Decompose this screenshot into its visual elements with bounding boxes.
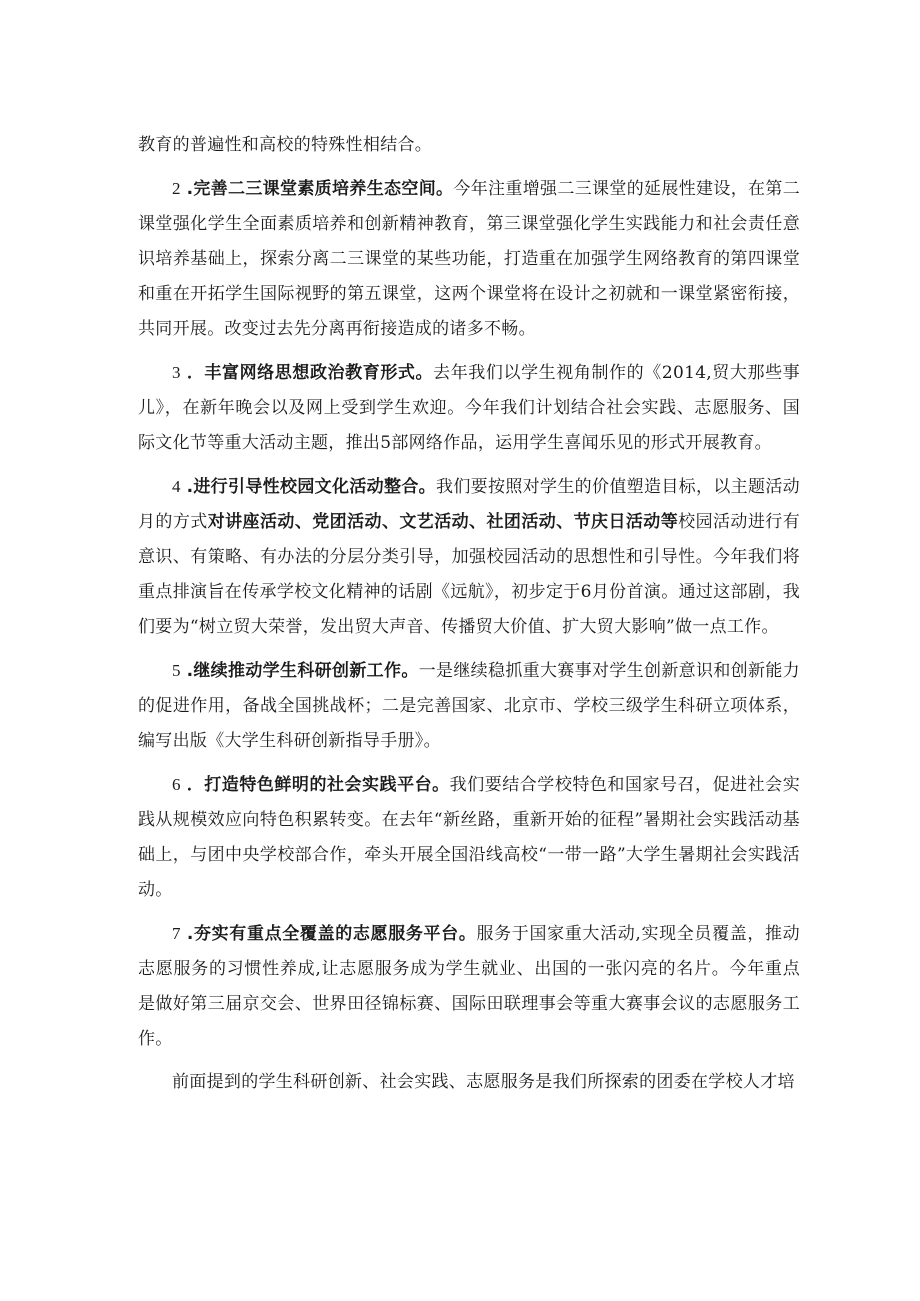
item-7-number: 7 xyxy=(172,924,181,943)
item-7-paragraph xyxy=(138,916,800,1057)
item-6-title: ．打造特色鲜明的社会实践平台。 xyxy=(186,775,450,795)
item-5-paragraph xyxy=(138,653,800,759)
item-7-title: .夯实有重点全覆盖的志愿服务平台。 xyxy=(186,924,477,944)
item-3-body: 去年我们以学生视角制作的《2014,贸大那些事儿》，在新年晚会以及网上受到学生欢迎。今年我们计划结合社会实践、志愿服务、国际文化节等重大活动主题，推出5部网络作品，运用学生喜闻乐见的形式开展教育。 xyxy=(138,363,800,453)
document-page xyxy=(138,128,800,1100)
item-2-body: 今年注重增强二三课堂的延展性建设，在第二课堂强化学生全面素质培养和创新精神教育，第三课堂强化学生实践能力和社会责任意识培养基础上，探索分离二三课堂的某些功能，打造重在加强学生网络教育的第四课堂和重在开拓学生国际视野的第五课堂，这两个课堂将在设计之初就和一课堂紧密衔接，共同开展。改变过去先分离再衔接造成的诸多不畅。 xyxy=(138,179,800,339)
item-4-activity-list: 对讲座活动、党团活动、文艺活动、社团活动、节庆日活动等 xyxy=(207,512,679,532)
item-6-number: 6 xyxy=(172,775,181,794)
item-2-paragraph xyxy=(138,171,800,347)
item-7-body: 服务于国家重大活动,实现全员覆盖，推动志愿服务的习惯性养成,让志愿服务成为学生就业、出国的一张闪亮的名片。今年重点是做好第三届京交会、世界田径锦标赛、国际田联理事会等重大赛事会议的志愿服务工作。 xyxy=(138,924,800,1049)
closing-paragraph xyxy=(138,1065,800,1100)
item-4-title: .进行引导性校园文化活动整合。 xyxy=(186,477,437,497)
item-4-number: 4 xyxy=(172,477,181,496)
intro-text: 教育的普遍性和高校的特殊性相结合。 xyxy=(138,135,433,155)
item-5-body: 一是继续稳抓重大赛事对学生创新意识和创新能力的促进作用，备战全国挑战杯；二是完善国家、北京市、学校三级学生科研立项体系，编写出版《大学生科研创新指导手册》。 xyxy=(138,661,800,751)
closing-text: 前面提到的学生科研创新、社会实践、志愿服务是我们所探索的团委在学校人才培 xyxy=(172,1072,795,1092)
item-6-body: 我们要结合学校特色和国家号召，促进社会实践从规模效应向特色积累转变。在去年“新丝路，重新开始的征程”暑期社会实践活动基础上，与团中央学校部合作，牵头开展全国沿线高校“一带一路”大学生暑期社会实践活动。 xyxy=(138,775,800,900)
item-3-number: 3 xyxy=(172,363,181,382)
item-4-body-a: 我们要按照对学生的价值塑造目标，以主题活动月的方式 xyxy=(138,477,800,532)
item-6-paragraph xyxy=(138,767,800,908)
item-5-number: 5 xyxy=(172,661,181,680)
item-5-title: .继续推动学生科研创新工作。 xyxy=(186,661,419,681)
item-2-title: .完善二三课堂素质培养生态空间。 xyxy=(186,179,454,199)
item-4-body-b: 校园活动进行有意识、有策略、有办法的分层分类引导，加强校园活动的思想性和引导性。今年我们将重点排演旨在传承学校文化精神的话剧《远航》，初步定于6月份首演。通过这部剧，我们要为“树立贸大荣誉，发出贸大声音、传播贸大价值、扩大贸大影响”做一点工作。 xyxy=(138,512,800,637)
item-2-number: 2 xyxy=(172,179,181,198)
intro-paragraph-tail xyxy=(138,128,800,163)
item-3-paragraph xyxy=(138,355,800,461)
item-3-title: ．丰富网络思想政治教育形式。 xyxy=(186,363,434,383)
item-4-paragraph xyxy=(138,469,800,645)
